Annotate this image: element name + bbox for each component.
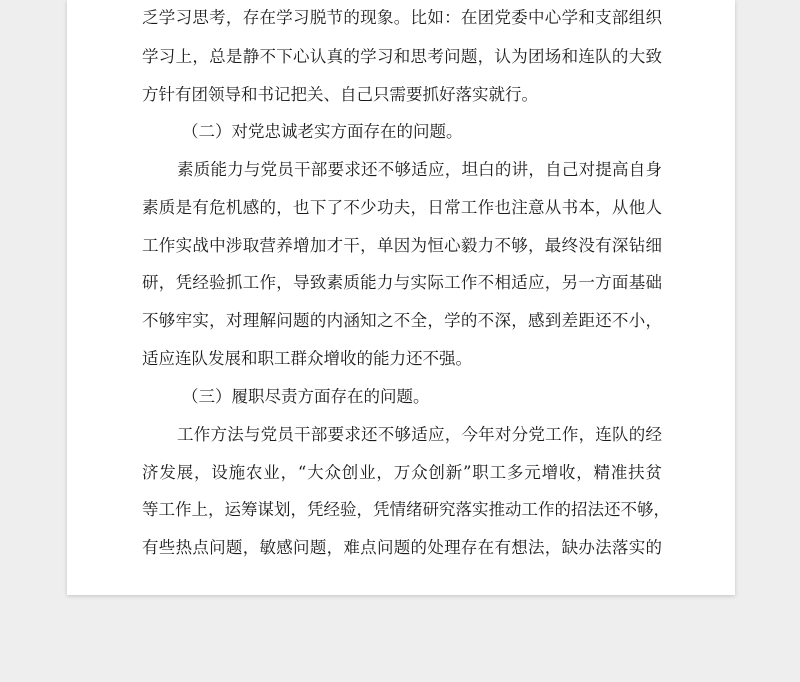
paragraph-line: 等工作上，运筹谋划，凭经验，凭情绪研究落实推动工作的招法还不够， [142, 500, 670, 519]
paragraph-line: 有些热点问题，敏感问题，难点问题的处理存在有想法，缺办法落实的 [142, 538, 662, 557]
paragraph-line: 不够牢实，对理解问题的内涵知之不全，学的不深，感到差距还不小， [142, 311, 662, 330]
paragraph-line: 工作方法与党员干部要求还不够适应，今年对分党工作，连队的经 [177, 425, 662, 444]
paragraph-line: 研，凭经验抓工作，导致素质能力与实际工作不相适应，另一方面基础 [142, 273, 662, 292]
paragraph-line: 素质能力与党员干部要求还不够适应，坦白的讲，自己对提高自身 [177, 160, 662, 179]
paragraph-line: 乏学习思考，存在学习脱节的现象。比如：在团党委中心学和支部组织 [142, 8, 662, 27]
paragraph-line: 工作实战中涉取营养增加才干，单因为恒心毅力不够，最终没有深钻细 [142, 236, 662, 255]
paragraph-line: 学习上，总是静不下心认真的学习和思考问题，认为团场和连队的大致 [142, 47, 662, 66]
paragraph-line: 济发展，设施农业，“大众创业，万众创新”职工多元增收，精准扶贫 [142, 463, 662, 482]
section-heading-2: （二）对党忠诚老实方面存在的问题。 [182, 122, 463, 141]
paragraph-line: 素质是有危机感的，也下了不少功夫，日常工作也注意从书本，从他人 [142, 198, 662, 217]
paragraph-line: 适应连队发展和职工群众增收的能力还不强。 [142, 349, 472, 368]
paragraph-line: 方针有团领导和书记把关、自己只需要抓好落实就行。 [142, 85, 538, 104]
document-page [67, 0, 735, 595]
section-heading-3: （三）履职尽责方面存在的问题。 [182, 387, 430, 406]
